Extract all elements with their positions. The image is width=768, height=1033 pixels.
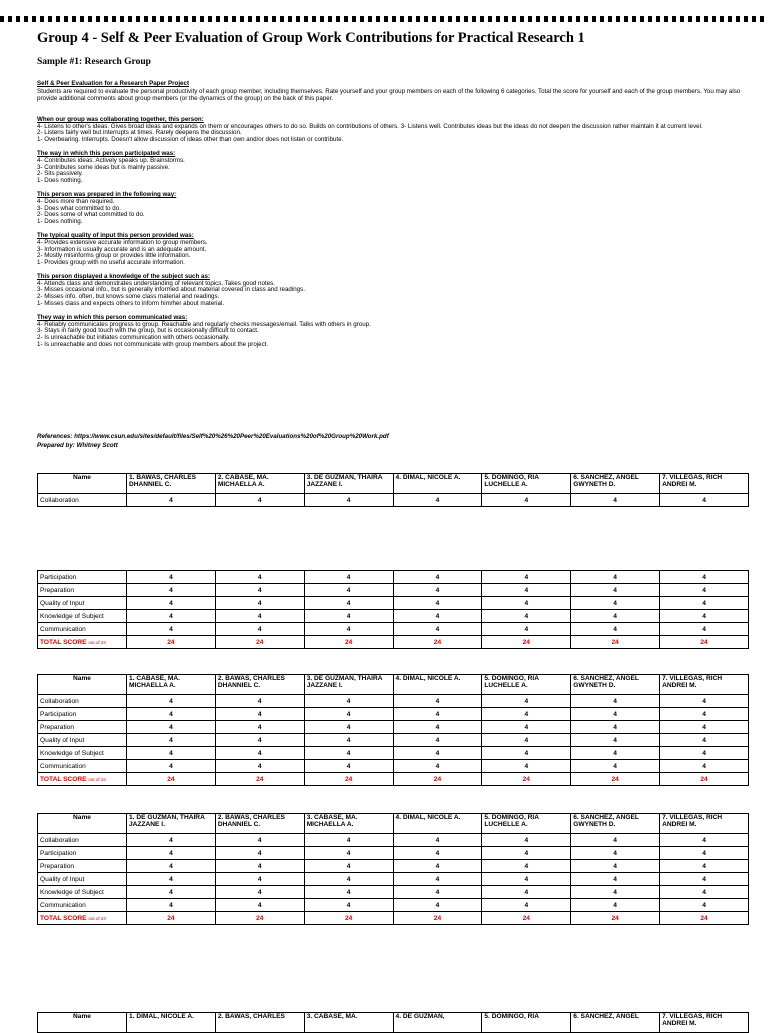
row-label: Preparation <box>38 584 127 597</box>
rubric-item: 3- Contributes some ideas but is mainly passive. <box>37 163 170 171</box>
score-cell: 4 <box>127 873 216 886</box>
total-cell: 24 <box>215 636 304 649</box>
total-row <box>38 773 749 786</box>
score-cell: 4 <box>215 734 304 747</box>
score-cell: 4 <box>215 695 304 708</box>
total-label: TOTAL SCORE out of 24 <box>38 773 127 786</box>
rubric-item: 2- Is unreachable but initiates communication with others occasionally. <box>37 334 230 342</box>
member-name: 1. DE GUZMAN, THAIRA JAZZANE I. <box>127 814 216 834</box>
score-cell: 4 <box>127 721 216 734</box>
rubric-item: 4- Does more than required. <box>37 197 115 205</box>
row-label: Quality of Input <box>38 597 127 610</box>
score-cell: 4 <box>127 494 216 507</box>
member-name: 6. SANCHEZ, ANGEL GWYNETH D. <box>571 675 660 695</box>
score-cell: 4 <box>215 494 304 507</box>
rubric-item: 3- Misses occasional info., but is generally informed about material covered in class and readings. <box>37 286 305 294</box>
page-title: Group 4 - Self & Peer Evaluation of Group Work Contributions for Practical Research 1 <box>37 30 585 46</box>
score-cell: 4 <box>304 623 393 636</box>
score-cell: 4 <box>571 623 660 636</box>
member-name: 2. BAWAS, CHARLES <box>215 1013 304 1033</box>
score-cell: 4 <box>304 734 393 747</box>
score-cell: 4 <box>393 623 482 636</box>
score-cell: 4 <box>215 571 304 584</box>
member-name: 5. DOMINGO, RIA LUCHELLE A. <box>482 675 571 695</box>
intro-text: Students are required to evaluate the personal productivity of each group member, including themselves. Rate yourself and your group members on each of the following 6 categories. Total the score for yourself and each of the group members. You may also provide additional comments about group members (or the dynamics of the group) on the back of this paper. <box>37 87 741 103</box>
name-header: Name <box>38 675 127 695</box>
rubric-heading: This person displayed a knowledge of the subject such as: <box>37 273 210 281</box>
score-cell: 4 <box>127 708 216 721</box>
total-cell: 24 <box>215 912 304 925</box>
table-row <box>38 834 749 847</box>
score-cell: 4 <box>660 860 749 873</box>
row-label: Knowledge of Subject <box>38 747 127 760</box>
rubric-item: 1- Does nothing. <box>37 217 83 225</box>
total-cell: 24 <box>482 773 571 786</box>
rubric-item: 3- Does what committed to do. <box>37 204 121 212</box>
row-label: Participation <box>38 708 127 721</box>
total-cell: 24 <box>660 912 749 925</box>
score-cell: 4 <box>571 873 660 886</box>
total-cell: 24 <box>127 912 216 925</box>
rubric-item: 3- Information is usually accurate and is an adequate amount. <box>37 245 207 253</box>
score-cell: 4 <box>304 899 393 912</box>
rubric-item: 4- Contributes ideas. Actively speaks up. Brainstorms. <box>37 156 185 164</box>
score-cell: 4 <box>393 760 482 773</box>
rubric-heading: The typical quality of input this person provided was: <box>37 232 194 240</box>
rubric-item: 1- Provides group with no useful accurate information. <box>37 258 185 266</box>
rubric-item: 2- Does some of what committed to do. <box>37 211 145 219</box>
row-label: Collaboration <box>38 695 127 708</box>
score-cell: 4 <box>393 494 482 507</box>
score-cell: 4 <box>304 721 393 734</box>
score-cell: 4 <box>304 873 393 886</box>
score-cell: 4 <box>393 860 482 873</box>
total-cell: 24 <box>304 773 393 786</box>
rubric-item: 4- Listens to other's ideas. Gives broad ideas and expands on them or encourages others to do so. Builds on contributions of others. 3- Listens well. Contributes ideas but the ideas do not deepen the discussion rather maintain it at current level. <box>37 122 703 130</box>
score-cell: 4 <box>660 834 749 847</box>
rubric-section <box>37 192 759 225</box>
score-cell: 4 <box>215 747 304 760</box>
top-dashed-border <box>0 16 768 22</box>
score-cell: 4 <box>660 494 749 507</box>
total-label: TOTAL SCORE out of 24 <box>38 912 127 925</box>
rubric-item: 1- Does nothing. <box>37 176 83 184</box>
score-cell: 4 <box>393 610 482 623</box>
score-cell: 4 <box>127 734 216 747</box>
total-cell: 24 <box>571 912 660 925</box>
score-cell: 4 <box>571 760 660 773</box>
member-name: 7. VILLEGAS, RICH ANDREI M. <box>660 1013 749 1033</box>
sample-heading: Sample #1: Research Group <box>37 57 151 67</box>
table-row <box>38 747 749 760</box>
score-cell: 4 <box>393 873 482 886</box>
member-name: 1. CABASE, MA. MICHAELLA A. <box>127 675 216 695</box>
score-cell: 4 <box>571 571 660 584</box>
table-row <box>38 571 749 584</box>
score-cell: 4 <box>482 597 571 610</box>
score-cell: 4 <box>482 873 571 886</box>
member-name: 1. BAWAS, CHARLES DHANNIEL C. <box>127 474 216 494</box>
references-link[interactable]: References: https://www.csun.edu/sites/default/files/Self%20%26%20Peer%20Evaluations%20of%20Group%20Work.pdf <box>37 433 389 440</box>
total-row <box>38 912 749 925</box>
score-cell: 4 <box>571 597 660 610</box>
row-label: Communication <box>38 760 127 773</box>
name-header: Name <box>38 474 127 494</box>
score-cell: 4 <box>393 708 482 721</box>
intro-block <box>37 80 759 103</box>
table-header-row <box>38 474 749 494</box>
row-label: Knowledge of Subject <box>38 610 127 623</box>
score-cell: 4 <box>571 610 660 623</box>
score-cell: 4 <box>660 597 749 610</box>
score-cell: 4 <box>304 860 393 873</box>
total-cell: 24 <box>571 773 660 786</box>
score-cell: 4 <box>482 584 571 597</box>
score-cell: 4 <box>660 623 749 636</box>
score-cell: 4 <box>571 494 660 507</box>
table-row <box>38 734 749 747</box>
score-cell: 4 <box>304 610 393 623</box>
score-cell: 4 <box>215 760 304 773</box>
score-cell: 4 <box>393 571 482 584</box>
score-cell: 4 <box>660 708 749 721</box>
score-cell: 4 <box>127 623 216 636</box>
rubric-item: 2- Listens fairly well but interrupts at times. Rarely deepens the discussion. <box>37 129 242 137</box>
score-cell: 4 <box>127 860 216 873</box>
total-cell: 24 <box>393 636 482 649</box>
score-cell: 4 <box>304 584 393 597</box>
rubric-heading: This person was prepared in the following way: <box>37 191 177 199</box>
total-suffix: out of 24 <box>88 915 106 921</box>
evaluation-table-3 <box>37 813 749 925</box>
score-cell: 4 <box>482 760 571 773</box>
score-cell: 4 <box>127 695 216 708</box>
member-name: 3. CABASE, MA. <box>304 1013 393 1033</box>
evaluation-table-1-bottom <box>37 570 749 649</box>
score-cell: 4 <box>127 834 216 847</box>
total-cell: 24 <box>393 912 482 925</box>
row-label: Communication <box>38 899 127 912</box>
name-header: Name <box>38 814 127 834</box>
member-name: 3. CABASE, MA. MICHAELLA A. <box>304 814 393 834</box>
row-label: Collaboration <box>38 834 127 847</box>
score-cell: 4 <box>571 721 660 734</box>
member-name: 1. DIMAL, NICOLE A. <box>127 1013 216 1033</box>
score-cell: 4 <box>571 747 660 760</box>
row-label: Preparation <box>38 860 127 873</box>
rubric-item: 4- Attends class and demonstrates understanding of relevant topics. Takes good notes. <box>37 279 275 287</box>
score-cell: 4 <box>127 899 216 912</box>
score-cell: 4 <box>304 708 393 721</box>
table-row <box>38 886 749 899</box>
prepared-by: Prepared by: Whitney Scott <box>37 442 118 449</box>
table-header-row <box>38 814 749 834</box>
member-name: 6. SANCHEZ, ANGEL GWYNETH D. <box>571 474 660 494</box>
member-name: 2. BAWAS, CHARLES DHANNIEL C. <box>215 814 304 834</box>
score-cell: 4 <box>304 760 393 773</box>
score-cell: 4 <box>215 860 304 873</box>
score-cell: 4 <box>571 584 660 597</box>
total-cell: 24 <box>482 912 571 925</box>
member-name: 7. VILLEGAS, RICH ANDREI M. <box>660 814 749 834</box>
score-cell: 4 <box>482 610 571 623</box>
score-cell: 4 <box>660 721 749 734</box>
member-name: 2. CABASE, MA. MICHAELLA A. <box>215 474 304 494</box>
score-cell: 4 <box>393 899 482 912</box>
references-block <box>37 432 389 450</box>
total-label: TOTAL SCORE out of 24 <box>38 636 127 649</box>
score-cell: 4 <box>215 597 304 610</box>
score-cell: 4 <box>660 734 749 747</box>
score-cell: 4 <box>215 847 304 860</box>
score-cell: 4 <box>660 847 749 860</box>
total-cell: 24 <box>304 636 393 649</box>
rubric-item: 1- Is unreachable and does not communicate with group members about the project. <box>37 340 269 348</box>
rubric-heading: The way in which this person participated was: <box>37 150 176 158</box>
score-cell: 4 <box>482 747 571 760</box>
table-row <box>38 708 749 721</box>
score-cell: 4 <box>482 834 571 847</box>
intro-heading: Self & Peer Evaluation for a Research Paper Project <box>37 80 189 87</box>
score-cell: 4 <box>571 847 660 860</box>
score-cell: 4 <box>215 721 304 734</box>
score-cell: 4 <box>660 873 749 886</box>
rubric-item: 2- Sits passively. <box>37 170 83 178</box>
score-cell: 4 <box>571 834 660 847</box>
score-cell: 4 <box>571 899 660 912</box>
rubric-section <box>37 233 759 266</box>
member-name: 5. DOMINGO, RIA LUCHELLE A. <box>482 474 571 494</box>
table-header-row <box>38 1013 749 1033</box>
row-label: Knowledge of Subject <box>38 886 127 899</box>
table-row <box>38 695 749 708</box>
evaluation-table-4 <box>37 1012 749 1033</box>
table-row <box>38 847 749 860</box>
rubric <box>37 117 759 356</box>
rubric-item: 1- Overbearing. Interrupts. Doesn't allow discussion of ideas other than own and/or does not listen or contribute. <box>37 135 344 143</box>
score-cell: 4 <box>482 708 571 721</box>
table-row <box>38 899 749 912</box>
member-name: 4. DIMAL, NICOLE A. <box>393 675 482 695</box>
score-cell: 4 <box>660 571 749 584</box>
total-cell: 24 <box>393 773 482 786</box>
member-name: 4. DIMAL, NICOLE A. <box>393 814 482 834</box>
score-cell: 4 <box>127 747 216 760</box>
rubric-heading: They way in which this person communicated was: <box>37 314 188 322</box>
rubric-section <box>37 274 759 307</box>
rubric-item: 4- Provides extensive accurate information to group members. <box>37 238 208 246</box>
score-cell: 4 <box>482 860 571 873</box>
rubric-item: 1- Misses class and expects others to inform him/her about material. <box>37 299 225 307</box>
rubric-item: 2- Mostly misinforms group or provides little information. <box>37 252 191 260</box>
member-name: 3. DE GUZMAN, THAIRA JAZZANE I. <box>304 474 393 494</box>
row-label: Communication <box>38 623 127 636</box>
table-row <box>38 873 749 886</box>
score-cell: 4 <box>393 584 482 597</box>
score-cell: 4 <box>127 610 216 623</box>
score-cell: 4 <box>660 760 749 773</box>
score-cell: 4 <box>482 886 571 899</box>
score-cell: 4 <box>482 721 571 734</box>
name-header: Name <box>38 1013 127 1033</box>
total-cell: 24 <box>127 636 216 649</box>
score-cell: 4 <box>304 695 393 708</box>
member-name: 7. VILLEGAS, RICH ANDREI M. <box>660 474 749 494</box>
score-cell: 4 <box>393 721 482 734</box>
score-cell: 4 <box>571 860 660 873</box>
row-label: Participation <box>38 847 127 860</box>
score-cell: 4 <box>393 886 482 899</box>
table-row <box>38 494 749 507</box>
member-name: 3. DE GUZMAN, THAIRA JAZZANE I. <box>304 675 393 695</box>
member-name: 6. SANCHEZ, ANGEL <box>571 1013 660 1033</box>
total-cell: 24 <box>304 912 393 925</box>
score-cell: 4 <box>660 695 749 708</box>
score-cell: 4 <box>660 610 749 623</box>
score-cell: 4 <box>571 695 660 708</box>
total-cell: 24 <box>127 773 216 786</box>
score-cell: 4 <box>482 734 571 747</box>
score-cell: 4 <box>127 886 216 899</box>
score-cell: 4 <box>127 847 216 860</box>
score-cell: 4 <box>304 571 393 584</box>
row-label: Collaboration <box>38 494 127 507</box>
total-cell: 24 <box>660 773 749 786</box>
table-row <box>38 584 749 597</box>
score-cell: 4 <box>215 623 304 636</box>
table-row <box>38 610 749 623</box>
row-label: Quality of Input <box>38 873 127 886</box>
score-cell: 4 <box>393 597 482 610</box>
score-cell: 4 <box>304 886 393 899</box>
score-cell: 4 <box>393 847 482 860</box>
total-cell: 24 <box>482 636 571 649</box>
table-row <box>38 597 749 610</box>
rubric-heading: When our group was collaborating together, this person: <box>37 116 204 123</box>
score-cell: 4 <box>393 734 482 747</box>
member-name: 5. DOMINGO, RIA <box>482 1013 571 1033</box>
member-name: 4. DE GUZMAN, <box>393 1013 482 1033</box>
score-cell: 4 <box>215 899 304 912</box>
table-row <box>38 721 749 734</box>
score-cell: 4 <box>215 610 304 623</box>
total-cell: 24 <box>215 773 304 786</box>
score-cell: 4 <box>304 494 393 507</box>
total-suffix: out of 24 <box>88 639 106 645</box>
table-header-row <box>38 675 749 695</box>
score-cell: 4 <box>127 571 216 584</box>
member-name: 5. DOMINGO, RIA LUCHELLE A. <box>482 814 571 834</box>
table-row <box>38 760 749 773</box>
score-cell: 4 <box>127 760 216 773</box>
rubric-section <box>37 151 759 184</box>
rubric-section <box>37 117 759 143</box>
total-row <box>38 636 749 649</box>
score-cell: 4 <box>482 623 571 636</box>
score-cell: 4 <box>393 747 482 760</box>
score-cell: 4 <box>304 834 393 847</box>
row-label: Preparation <box>38 721 127 734</box>
score-cell: 4 <box>660 584 749 597</box>
rubric-item: 4- Reliably communicates progress to group. Reachable and regularly checks messages/email. Talks with others in group. <box>37 320 371 328</box>
score-cell: 4 <box>127 597 216 610</box>
rubric-section <box>37 315 759 348</box>
score-cell: 4 <box>571 734 660 747</box>
score-cell: 4 <box>215 584 304 597</box>
total-cell: 24 <box>571 636 660 649</box>
evaluation-table-2 <box>37 674 749 786</box>
score-cell: 4 <box>304 847 393 860</box>
score-cell: 4 <box>215 886 304 899</box>
score-cell: 4 <box>304 747 393 760</box>
member-name: 7. VILLEGAS, RICH ANDREI M. <box>660 675 749 695</box>
score-cell: 4 <box>393 695 482 708</box>
member-name: 2. BAWAS, CHARLES DHANNIEL C. <box>215 675 304 695</box>
score-cell: 4 <box>482 695 571 708</box>
row-label: Quality of Input <box>38 734 127 747</box>
score-cell: 4 <box>660 899 749 912</box>
table-row <box>38 860 749 873</box>
score-cell: 4 <box>482 494 571 507</box>
total-cell: 24 <box>660 636 749 649</box>
score-cell: 4 <box>660 886 749 899</box>
member-name: 6. SANCHEZ, ANGEL GWYNETH D. <box>571 814 660 834</box>
score-cell: 4 <box>127 584 216 597</box>
table-row <box>38 623 749 636</box>
rubric-item: 3- Stays in fairly good touch with the group, but is occasionally difficult to contact. <box>37 327 259 335</box>
score-cell: 4 <box>482 571 571 584</box>
row-label: Participation <box>38 571 127 584</box>
score-cell: 4 <box>393 834 482 847</box>
score-cell: 4 <box>660 747 749 760</box>
evaluation-table-1-top <box>37 473 749 507</box>
total-suffix: out of 24 <box>88 776 106 782</box>
score-cell: 4 <box>571 708 660 721</box>
score-cell: 4 <box>482 847 571 860</box>
score-cell: 4 <box>215 834 304 847</box>
score-cell: 4 <box>215 708 304 721</box>
rubric-item: 2- Misses info. often, but knows some class material and readings. <box>37 293 220 301</box>
score-cell: 4 <box>482 899 571 912</box>
score-cell: 4 <box>304 597 393 610</box>
score-cell: 4 <box>571 886 660 899</box>
member-name: 4. DIMAL, NICOLE A. <box>393 474 482 494</box>
score-cell: 4 <box>215 873 304 886</box>
